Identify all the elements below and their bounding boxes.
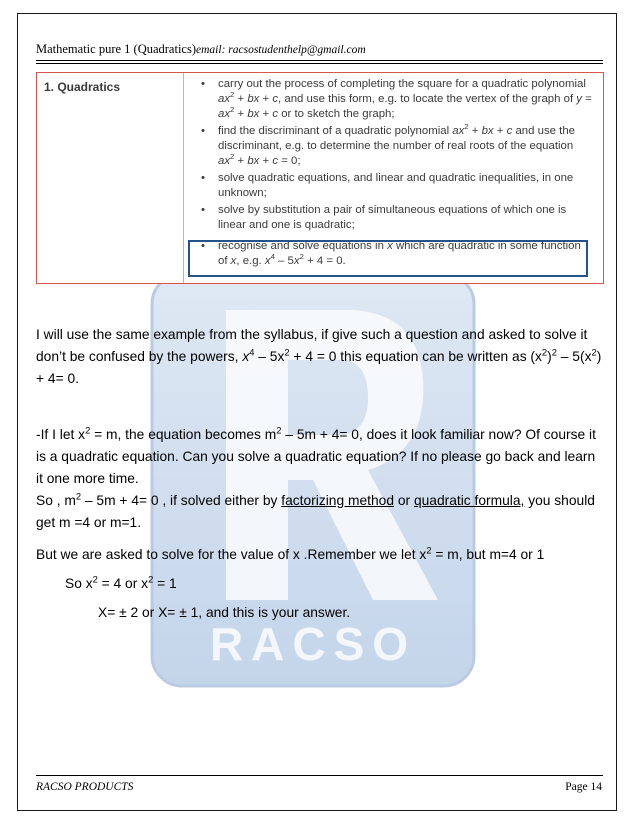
header-rule: [36, 60, 603, 61]
syllabus-item-text: solve by substitution a pair of simultaneous equations of which one is linear and one is quadratic;: [218, 204, 567, 231]
paragraph-5: So $x^2 = 4$ or $x^2 = 1$: [65, 574, 177, 591]
syllabus-item: • solve quadratic equations, and linear and quadratic inequalities, in one unknown;: [201, 172, 574, 199]
paragraph-2: -If I let $x^2 = m$, the equation becomes $m^2 - 5m + 4= 0$, does it look familiar now? Of course it is a quadratic equation. Can you solve a quadratic equation? If no please go back and learn it one more time.: [36, 425, 596, 486]
header-email: email: racsostudenthelp@gmail.com: [196, 44, 366, 56]
syllabus-item: • solve by substitution a pair of simultaneous equations of which one is linear and one is quadratic;: [201, 204, 567, 231]
watermark-text: RACSO: [209, 618, 417, 670]
paragraph-3: So , $m^2 - 5m + 4= 0$ , if solved either by factorizing method or quadratic formula, you should get m =4 or m=1.: [36, 491, 595, 530]
page-header: [36, 42, 366, 57]
footer-brand: RACSO PRODUCTS: [36, 781, 134, 793]
table-divider: [183, 73, 184, 283]
syllabus-table: [36, 72, 604, 284]
highlight-box: [188, 240, 588, 277]
syllabus-item: • find the discriminant of a quadratic polynomial $ax^2$ + bx + c and use the discriminant, e.g. to determine the number of real roots of the equation $ax^2$ + bx + c = 0;: [201, 122, 576, 167]
paragraph-6: X= ± 2 or X= ± 1, and this is your answer.: [98, 605, 351, 620]
syllabus-title: 1. Quadratics: [44, 80, 121, 94]
syllabus-item-highlighted: • recognise and solve equations in x which are quadratic in some function of x, e.g. $x^4 - 5x^2 + 4 = 0$.: [201, 240, 581, 267]
paragraph-1: I will use the same example from the syllabus, if give such a question and asked to solve it don’t be confused by the powers, $x^4 - 5x^2 + 4 = 0$ this equation can be written as $(x^2)^2 - 5(x^2) + 4= 0$.: [36, 327, 602, 386]
syllabus-item-text: carry out the process of completing the square for a quadratic polynomial $ax^2$ + bx + c, and use this form, e.g. to locate the vertex of the graph of $y = ax^2$ + bx + c or to sketch the graph;: [218, 78, 592, 120]
syllabus-item-text: find the discriminant of a quadratic polynomial $ax^2$ + bx + c and use the discriminant, e.g. to determine the number of real roots of the equation $ax^2$ + bx + c = 0;: [218, 122, 576, 167]
header-title: Mathematic pure 1 (Quadratics): [36, 42, 197, 56]
page-number: Page 14: [565, 781, 602, 793]
header-rule-2: [36, 63, 603, 64]
paragraph-4: But we are asked to solve for the value of x .Remember we let $x^2 = m$, but m=4 or 1: [36, 545, 545, 562]
syllabus-item-text: solve quadratic equations, and linear and quadratic inequalities, in one unknown;: [218, 172, 574, 199]
syllabus-item: • carry out the process of completing the square for a quadratic polynomial $ax^2$ + bx + c, and use this form, e.g. to locate the vertex of the graph of $y = ax^2$ + bx + c or to sketch the graph;: [201, 78, 592, 120]
footer-rule: [36, 775, 603, 776]
syllabus-item-text: recognise and solve equations in x which are quadratic in some function of x, e.g. $x^4 - 5x^2 + 4 = 0$.: [218, 240, 581, 267]
